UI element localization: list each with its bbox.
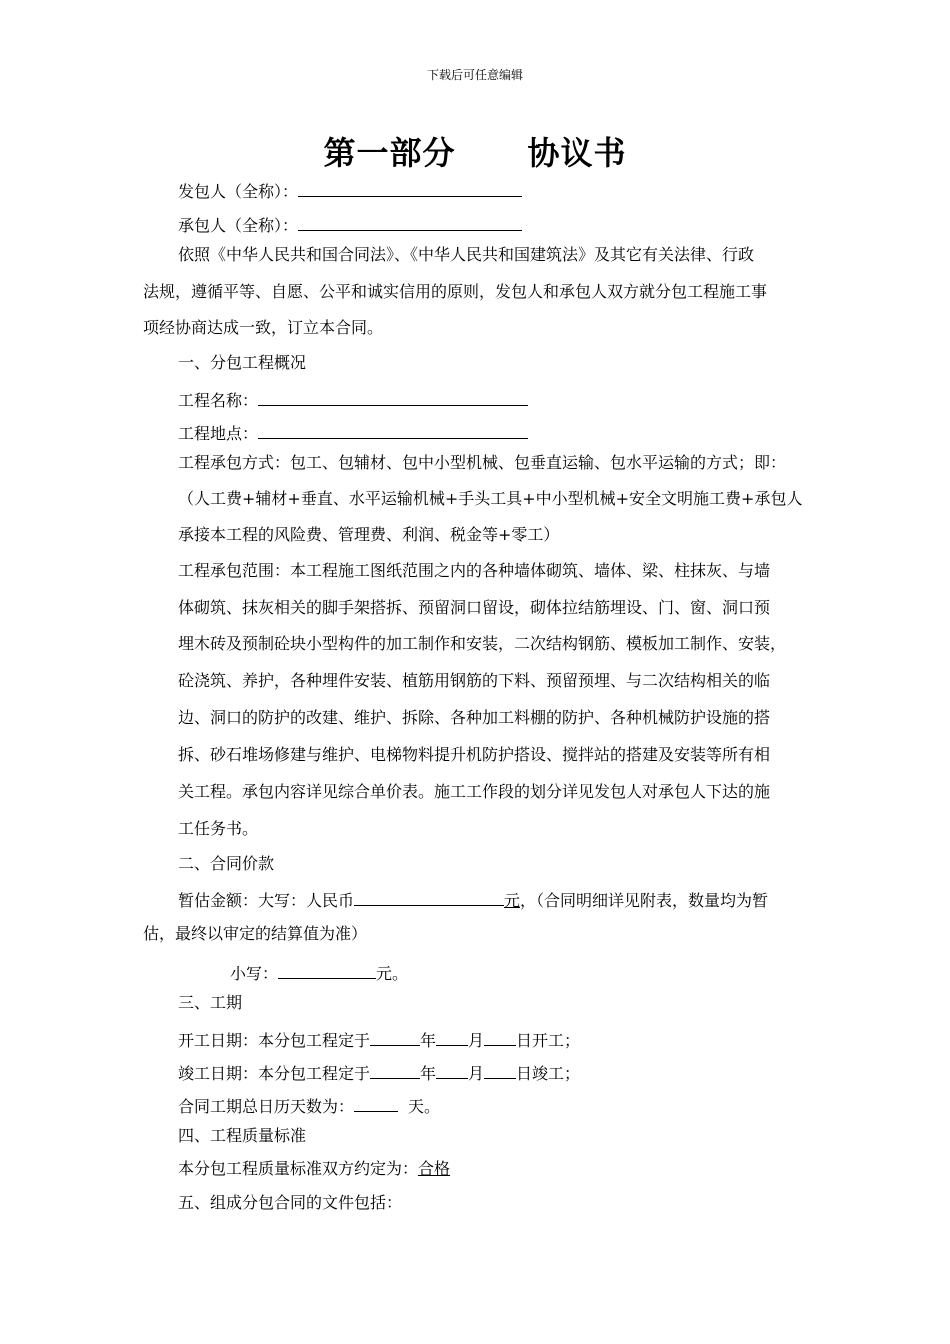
end-day-blank[interactable]	[484, 1060, 516, 1079]
end-year-blank[interactable]	[370, 1060, 420, 1079]
scope-line-3: 埋木砖及预制砼块小型构件的加工制作和安装，二次结构钢筋、模板加工制作、安装，	[178, 634, 787, 653]
employer-blank[interactable]	[298, 178, 522, 197]
section4-heading: 四、工程质量标准	[178, 1126, 307, 1145]
amount-note-line: 估，最终以审定的结算值为准）	[143, 924, 368, 943]
page-title	[0, 128, 950, 174]
scope-line-8: 工任务书。	[178, 819, 259, 838]
start-day-blank[interactable]	[484, 1027, 516, 1046]
contractor-line: 承包人（全称）：	[178, 212, 522, 236]
header-note: 下载后可任意编辑	[426, 68, 523, 82]
method-line-3: 承接本工程的风险费、管理费、利润、税金等+零工）	[178, 525, 560, 544]
total-days-blank[interactable]	[354, 1093, 398, 1112]
contractor-blank[interactable]	[298, 212, 522, 231]
project-location-blank[interactable]	[258, 420, 528, 439]
project-location-line: 工程地点：	[178, 420, 528, 444]
section2-heading: 二、合同价款	[178, 854, 275, 873]
title-name: 协议书	[527, 134, 627, 172]
scope-line-1: 工程承包范围：本工程施工图纸范围之内的各种墙体砌筑、墙体、梁、柱抹灰、与墙	[178, 561, 771, 580]
start-month-blank[interactable]	[436, 1027, 468, 1046]
end-month-blank[interactable]	[436, 1060, 468, 1079]
scope-line-4: 砼浇筑、养护，各种埋件安装、植筋用钢筋的下料、预留预埋、与二次结构相关的临	[178, 671, 771, 690]
small-amount-line: 小写： 元。	[230, 960, 408, 984]
section1-heading: 一、分包工程概况	[178, 353, 307, 372]
project-name-blank[interactable]	[258, 387, 528, 406]
small-amount-blank[interactable]	[278, 960, 376, 979]
start-date-line: 开工日期：本分包工程定于 年 月 日开工；	[178, 1027, 580, 1051]
section3-heading: 三、工期	[178, 993, 243, 1012]
section5-heading: 五、组成分包合同的文件包括：	[178, 1193, 403, 1212]
scope-line-2: 体砌筑、抹灰相关的脚手架搭拆、预留洞口留设，砌体拉结筋埋设、门、窗、洞口预	[178, 598, 771, 617]
end-date-line: 竣工日期：本分包工程定于 年 月 日竣工；	[178, 1060, 580, 1084]
quality-value: 合格	[418, 1159, 451, 1178]
amount-line: 暂估金额：大写：人民币 元，（合同明细详见附表，数量均为暂	[178, 887, 768, 911]
intro-line-1: 依照《中华人民共和国合同法》、《中华人民共和国建筑法》及其它有关法律、行政	[178, 245, 755, 264]
scope-line-5: 边、洞口的防护的改建、维护、拆除、各种加工料棚的防护、各种机械防护设施的搭	[178, 708, 771, 727]
total-days-line: 合同工期总日历天数为： 天。	[178, 1093, 440, 1117]
method-line-2: （人工费+辅材+垂直、水平运输机械+手头工具+中小型机械+安全文明施工费+承包人	[178, 489, 803, 508]
scope-line-7: 关工程。承包内容详见综合单价表。施工工作段的划分详见发包人对承包人下达的施	[178, 782, 771, 801]
quality-line: 本分包工程质量标准双方约定为：合格	[178, 1159, 451, 1178]
title-part: 第一部分	[323, 134, 456, 172]
project-name-line: 工程名称：	[178, 387, 528, 411]
amount-blank[interactable]	[354, 887, 504, 906]
employer-line: 发包人（全称）：	[178, 178, 522, 202]
method-line-1: 工程承包方式：包工、包辅材、包中小型机械、包垂直运输、包水平运输的方式；即：	[178, 453, 787, 472]
intro-line-3: 项经协商达成一致，订立本合同。	[143, 318, 384, 337]
scope-line-6: 拆、砂石堆场修建与维护、电梯物料提升机防护搭设、搅拌站的搭建及安装等所有相	[178, 745, 771, 764]
start-year-blank[interactable]	[370, 1027, 420, 1046]
intro-line-2: 法规，遵循平等、自愿、公平和诚实信用的原则，发包人和承包人双方就分包工程施工事	[143, 282, 768, 301]
